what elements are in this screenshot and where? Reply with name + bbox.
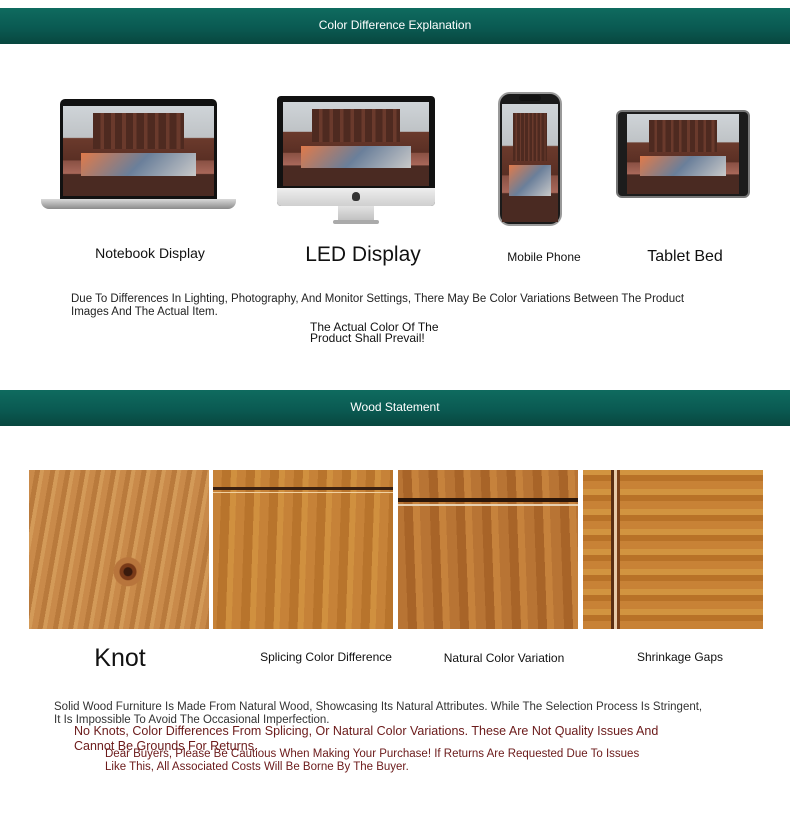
shrinkage-sample-image bbox=[583, 470, 763, 629]
tablet-label: Tablet Bed bbox=[647, 248, 723, 265]
apple-logo-icon bbox=[352, 192, 360, 201]
knot-sample-image bbox=[29, 470, 209, 629]
mobile-phone-label: Mobile Phone bbox=[507, 250, 581, 264]
knot-label: Knot bbox=[94, 644, 146, 672]
wood-statement-title: Wood Statement bbox=[350, 400, 440, 414]
color-difference-title: Color Difference Explanation bbox=[318, 18, 472, 32]
splicing-label: Splicing Color Difference bbox=[260, 650, 392, 664]
splicing-sample-image bbox=[213, 470, 393, 629]
wood-statement-banner bbox=[0, 390, 790, 426]
color-note: Due To Differences In Lighting, Photography, And Monitor Settings, There May Be Color Variations Between The Product Images And The Actual Item. bbox=[71, 293, 685, 318]
wood-paragraph-3: Dear Buyers, Please Be Cautious When Making Your Purchase! If Returns Are Requested Due To Issues Like This, All Associated Costs Will Be Borne By The Buyer. bbox=[105, 748, 640, 773]
prevail-note: The Actual Color Of The Product Shall Prevail! bbox=[310, 320, 439, 345]
notebook-display-label: Notebook Display bbox=[95, 245, 205, 261]
led-display-label: LED Display bbox=[305, 243, 421, 266]
natural-color-label: Natural Color Variation bbox=[443, 651, 565, 665]
natural-color-sample-image bbox=[398, 470, 578, 629]
color-difference-banner bbox=[0, 8, 790, 44]
wood-paragraph-2: No Knots, Color Differences From Splicing, Or Natural Color Variations. These Are Not Quality Issues And Cannot Be Grounds For Returns. bbox=[74, 724, 659, 753]
wood-paragraph-1: Solid Wood Furniture Is Made From Natural Wood, Showcasing Its Natural Attributes. While The Selection Process Is Stringent, It Is Impossible To Avoid The Occasional Imperfection. bbox=[54, 701, 703, 726]
shrinkage-label: Shrinkage Gaps bbox=[636, 650, 724, 664]
